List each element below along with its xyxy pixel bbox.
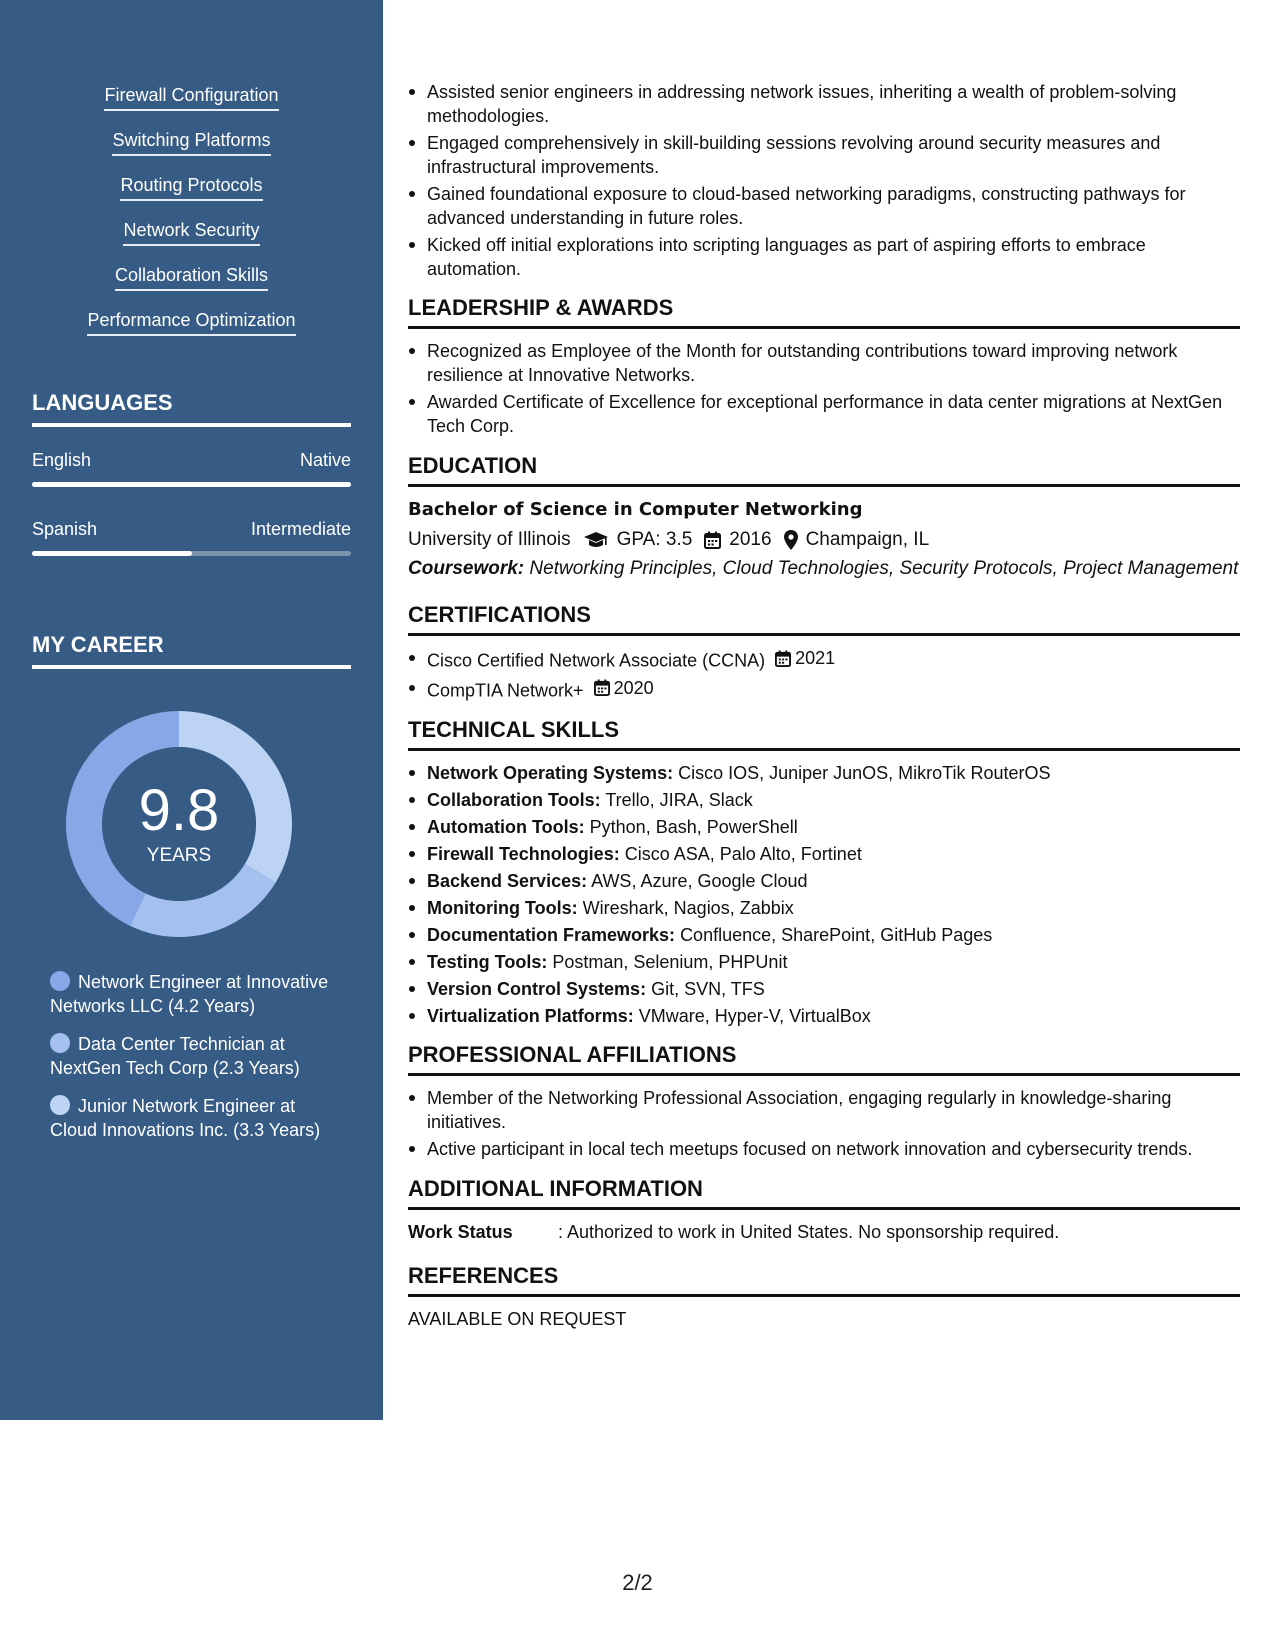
career-item [50, 1032, 330, 1080]
experience-bullets [408, 80, 1240, 281]
career-item [50, 1094, 330, 1142]
certification-year-text: 2020 [613, 677, 654, 698]
list-item [408, 815, 1240, 839]
education-heading: EDUCATION [408, 452, 1240, 487]
education-coursework [408, 557, 1240, 581]
language-bar [32, 482, 351, 487]
career-donut-chart [66, 711, 292, 937]
career-item-text: Junior Network Engineer at Cloud Innovations Inc. (3.3 Years) [50, 1096, 321, 1140]
calendar-icon [775, 650, 791, 667]
list-item: Gained foundational exposure to cloud-based networking paradigms, constructing pathways for advanced understanding in future roles. [408, 182, 1240, 230]
skill-tag: Network Security [123, 219, 259, 246]
references-text: AVAILABLE ON REQUEST [408, 1309, 627, 1329]
list-item [408, 896, 1240, 920]
certification-year-text: 2021 [795, 648, 836, 668]
skill-category: Automation Tools: [427, 817, 585, 837]
skill-values: Python, Bash, PowerShell [589, 817, 798, 837]
certification-year [594, 676, 654, 700]
sidebar [0, 0, 383, 1420]
education-gpa: GPA: 3.5 [616, 529, 693, 550]
languages-heading: LANGUAGES [32, 389, 351, 427]
certification-name: CompTIA Network+ [427, 680, 584, 700]
education-meta [408, 525, 1240, 555]
skill-values: AWS, Azure, Google Cloud [591, 871, 808, 891]
skill-category: Virtualization Platforms: [427, 1006, 634, 1026]
list-item [408, 646, 1240, 673]
skill-values: Cisco ASA, Palo Alto, Fortinet [624, 844, 862, 864]
affiliations-list [408, 1086, 1240, 1161]
donut-center [66, 711, 292, 937]
career-list [50, 970, 330, 1156]
skill-values: Wireshark, Nagios, Zabbix [582, 898, 794, 918]
career-total-unit: YEARS [146, 845, 212, 866]
list-item: Engaged comprehensively in skill-building sessions revolving around security measures and infrastructural improvements. [408, 131, 1240, 179]
career-item [50, 970, 330, 1018]
skill-category: Backend Services: [427, 871, 588, 891]
page-number: 2/2 [622, 1570, 653, 1595]
language-spanish [32, 518, 351, 556]
education-school: University of Illinois [408, 529, 571, 550]
skill-tag: Firewall Configuration [104, 84, 278, 111]
list-item [408, 1004, 1240, 1028]
career-dot [50, 971, 70, 991]
career-heading: MY CAREER [32, 631, 351, 669]
skill-category: Documentation Frameworks: [427, 925, 676, 945]
career-item-text: Network Engineer at Innovative Networks LLC (4.2 Years) [50, 972, 329, 1016]
list-item: Active participant in local tech meetups focused on network innovation and cybersecurity trends. [408, 1137, 1240, 1161]
list-item: Member of the Networking Professional Association, engaging regularly in knowledge-sharing initiatives. [408, 1086, 1240, 1134]
education-location: Champaign, IL [805, 529, 930, 550]
list-item [408, 842, 1240, 866]
career-total-value: 9.8 [138, 778, 220, 843]
leadership-list [408, 339, 1240, 438]
certification-year [775, 646, 835, 670]
language-level: Native [299, 450, 351, 470]
location-pin-icon [784, 530, 798, 550]
career-item-text: Data Center Technician at NextGen Tech Corp (2.3 Years) [50, 1034, 300, 1078]
list-item [408, 977, 1240, 1001]
list-item [408, 761, 1240, 785]
affiliations-heading: PROFESSIONAL AFFILIATIONS [408, 1041, 1240, 1076]
graduation-cap-icon [583, 531, 609, 549]
work-status-value: : Authorized to work in United States. No sponsorship required. [558, 1222, 1060, 1242]
skill-tag: Collaboration Skills [115, 264, 268, 291]
work-status-row [408, 1220, 1240, 1244]
certifications-list [408, 646, 1240, 702]
certifications-heading: CERTIFICATIONS [408, 601, 1240, 636]
references-heading: REFERENCES [408, 1262, 1240, 1297]
list-item [408, 676, 1240, 703]
skill-values: VMware, Hyper-V, VirtualBox [638, 1006, 871, 1026]
additional-info-heading: ADDITIONAL INFORMATION [408, 1175, 1240, 1210]
language-name: English [32, 450, 92, 470]
list-item: Recognized as Employee of the Month for outstanding contributions toward improving network resilience at Innovative Networks. [408, 339, 1240, 387]
calendar-icon [704, 531, 721, 549]
technical-skills-list [408, 761, 1240, 1028]
language-english [32, 449, 351, 487]
list-item [408, 923, 1240, 947]
language-level: Intermediate [250, 519, 351, 539]
list-item: Assisted senior engineers in addressing network issues, inheriting a wealth of problem-solving methodologies. [408, 80, 1240, 128]
skill-category: Network Operating Systems: [427, 763, 674, 783]
skill-category: Firewall Technologies: [427, 844, 620, 864]
education-year: 2016 [729, 529, 772, 550]
coursework-label: Coursework: [408, 558, 525, 579]
skill-values: Git, SVN, TFS [651, 979, 765, 999]
main-content [408, 0, 1240, 1331]
certification-name: Cisco Certified Network Associate (CCNA) [427, 650, 766, 671]
skill-values: Cisco IOS, Juniper JunOS, MikroTik RouterOS [678, 763, 1051, 783]
skill-category: Collaboration Tools: [427, 790, 601, 810]
language-bar-fill [32, 482, 351, 487]
skills-list [0, 84, 383, 354]
coursework-text: Networking Principles, Cloud Technologies, Security Protocols, Project Management [529, 558, 1239, 579]
skill-category: Version Control Systems: [427, 979, 647, 999]
skill-category: Monitoring Tools: [427, 898, 578, 918]
list-item: Kicked off initial explorations into scripting languages as part of aspiring efforts to embrace automation. [408, 233, 1240, 281]
list-item [408, 788, 1240, 812]
language-name: Spanish [32, 519, 98, 539]
list-item [408, 950, 1240, 974]
career-dot [50, 1095, 70, 1115]
list-item [408, 869, 1240, 893]
skill-tag: Performance Optimization [87, 309, 295, 336]
language-bar-fill [32, 551, 192, 556]
calendar-icon [594, 679, 610, 696]
work-status-label: Work Status [408, 1222, 513, 1242]
skill-category: Testing Tools: [427, 952, 548, 972]
education-degree: Bachelor of Science in Computer Networking [408, 499, 863, 520]
technical-skills-heading: TECHNICAL SKILLS [408, 716, 1240, 751]
leadership-heading: LEADERSHIP & AWARDS [408, 294, 1240, 329]
skill-values: Confluence, SharePoint, GitHub Pages [680, 925, 993, 945]
language-bar [32, 551, 351, 556]
list-item: Awarded Certificate of Excellence for exceptional performance in data center migrations at NextGen Tech Corp. [408, 390, 1240, 438]
skill-tag: Switching Platforms [112, 129, 270, 156]
skill-values: Trello, JIRA, Slack [605, 790, 753, 810]
skill-tag: Routing Protocols [120, 174, 262, 201]
skill-values: Postman, Selenium, PHPUnit [552, 952, 788, 972]
career-dot [50, 1033, 70, 1053]
